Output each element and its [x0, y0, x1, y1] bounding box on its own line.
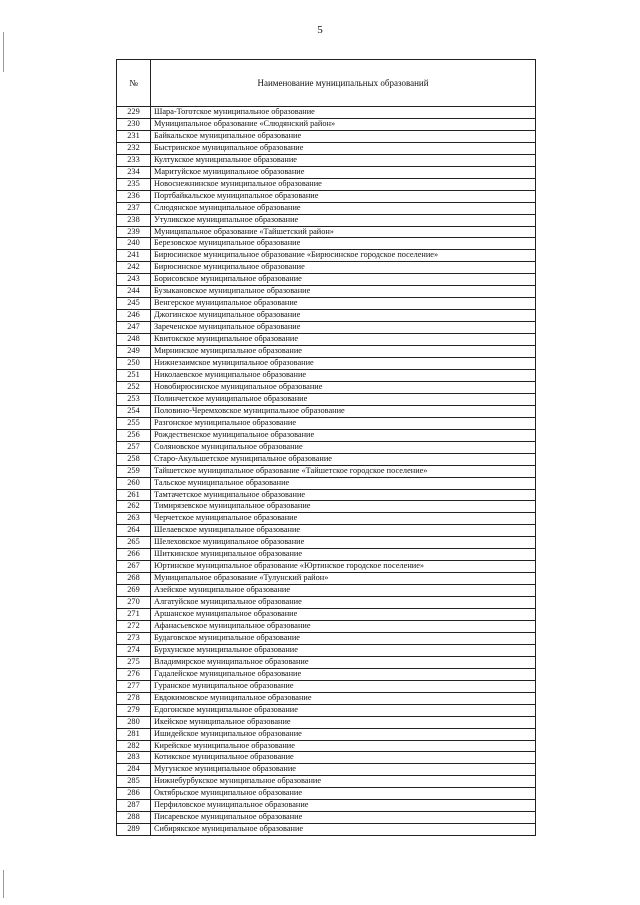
table-row: [117, 465, 536, 477]
row-number: 231: [117, 130, 151, 142]
table-header-row: [117, 60, 536, 107]
municipality-name: Мугунское муниципальное образование: [151, 764, 536, 776]
table-row: [117, 704, 536, 716]
table-row: [117, 764, 536, 776]
municipality-name: Половино-Черемховское муниципальное образование: [151, 405, 536, 417]
table-row: [117, 369, 536, 381]
table-row: [117, 262, 536, 274]
row-number: 276: [117, 668, 151, 680]
table-body: [117, 107, 536, 836]
table-row: [117, 800, 536, 812]
municipality-name: Нижнезаимское муниципальное образование: [151, 358, 536, 370]
row-number: 232: [117, 142, 151, 154]
table-row: [117, 728, 536, 740]
municipality-name: Борисовское муниципальное образование: [151, 274, 536, 286]
row-number: 263: [117, 513, 151, 525]
table-row: [117, 680, 536, 692]
table-row: [117, 346, 536, 358]
table-row: [117, 310, 536, 322]
header-name: Наименование муниципальных образований: [151, 60, 536, 107]
row-number: 255: [117, 417, 151, 429]
table-row: [117, 644, 536, 656]
row-number: 270: [117, 597, 151, 609]
row-number: 267: [117, 561, 151, 573]
municipality-name: Владимирское муниципальное образование: [151, 656, 536, 668]
municipality-name: Будаговское муниципальное образование: [151, 632, 536, 644]
municipality-name: Писаревское муниципальное образование: [151, 812, 536, 824]
municipality-name: Старо-Акульшетское муниципальное образование: [151, 453, 536, 465]
table-row: [117, 298, 536, 310]
table-row: [117, 609, 536, 621]
table-row: [117, 692, 536, 704]
municipality-name: Бирюсинское муниципальное образование «Бирюсинское городское поселение»: [151, 250, 536, 262]
scan-edge-mark: [3, 32, 4, 72]
header-number: №: [117, 60, 151, 107]
municipality-name: Соляновское муниципальное образование: [151, 441, 536, 453]
row-number: 237: [117, 202, 151, 214]
row-number: 268: [117, 573, 151, 585]
row-number: 243: [117, 274, 151, 286]
row-number: 236: [117, 190, 151, 202]
municipality-name: Квитокское муниципальное образование: [151, 334, 536, 346]
municipality-name: Афанасьевское муниципальное образование: [151, 620, 536, 632]
row-number: 244: [117, 286, 151, 298]
row-number: 235: [117, 178, 151, 190]
row-number: 238: [117, 214, 151, 226]
municipality-name: Березовское муниципальное образование: [151, 238, 536, 250]
table-row: [117, 250, 536, 262]
municipality-name: Юртинское муниципальное образование «Юртинское городское поселение»: [151, 561, 536, 573]
municipality-name: Черчетское муниципальное образование: [151, 513, 536, 525]
municipality-name: Слюдянское муниципальное образование: [151, 202, 536, 214]
table-row: [117, 190, 536, 202]
municipality-name: Нижнебурбукское муниципальное образование: [151, 776, 536, 788]
row-number: 242: [117, 262, 151, 274]
row-number: 286: [117, 788, 151, 800]
table-row: [117, 274, 536, 286]
municipality-name: Венгерское муниципальное образование: [151, 298, 536, 310]
row-number: 257: [117, 441, 151, 453]
municipality-name: Муниципальное образование «Слюдянский район»: [151, 118, 536, 130]
municipality-name: Едогонское муниципальное образование: [151, 704, 536, 716]
table-row: [117, 178, 536, 190]
municipality-name: Мирнинское муниципальное образование: [151, 346, 536, 358]
table-row: [117, 238, 536, 250]
page-number: 5: [317, 24, 323, 36]
table-row: [117, 513, 536, 525]
municipality-name: Кирейское муниципальное образование: [151, 740, 536, 752]
row-number: 234: [117, 166, 151, 178]
row-number: 274: [117, 644, 151, 656]
table-row: [117, 358, 536, 370]
municipality-name: Николаевское муниципальное образование: [151, 369, 536, 381]
row-number: 271: [117, 609, 151, 621]
table-row: [117, 154, 536, 166]
row-number: 248: [117, 334, 151, 346]
municipality-name: Рождественское муниципальное образование: [151, 429, 536, 441]
table-row: [117, 226, 536, 238]
table-row: [117, 716, 536, 728]
row-number: 258: [117, 453, 151, 465]
row-number: 246: [117, 310, 151, 322]
row-number: 250: [117, 358, 151, 370]
table-row: [117, 824, 536, 836]
scan-edge-mark: [3, 870, 4, 898]
table-row: [117, 118, 536, 130]
row-number: 289: [117, 824, 151, 836]
municipality-name: Шара-Тоготское муниципальное образование: [151, 107, 536, 119]
table-row: [117, 107, 536, 119]
municipality-name: Утуликское муниципальное образование: [151, 214, 536, 226]
table-row: [117, 561, 536, 573]
municipality-name: Муниципальное образование «Тулунский район»: [151, 573, 536, 585]
row-number: 247: [117, 322, 151, 334]
row-number: 249: [117, 346, 151, 358]
row-number: 279: [117, 704, 151, 716]
row-number: 283: [117, 752, 151, 764]
municipality-name: Шелаевское муниципальное образование: [151, 525, 536, 537]
municipality-name: Новоснежнинское муниципальное образование: [151, 178, 536, 190]
municipality-name: Тальское муниципальное образование: [151, 477, 536, 489]
municipality-name: Култукское муниципальное образование: [151, 154, 536, 166]
municipality-name: Муниципальное образование «Тайшетский район»: [151, 226, 536, 238]
municipality-name: Шелеховское муниципальное образование: [151, 537, 536, 549]
table-row: [117, 202, 536, 214]
row-number: 269: [117, 585, 151, 597]
table-row: [117, 334, 536, 346]
table-row: [117, 620, 536, 632]
row-number: 230: [117, 118, 151, 130]
row-number: 277: [117, 680, 151, 692]
table-row: [117, 489, 536, 501]
municipality-name: Бузыкановское муниципальное образование: [151, 286, 536, 298]
row-number: 260: [117, 477, 151, 489]
row-number: 240: [117, 238, 151, 250]
row-number: 282: [117, 740, 151, 752]
municipality-name: Зареченское муниципальное образование: [151, 322, 536, 334]
table-row: [117, 429, 536, 441]
table-row: [117, 549, 536, 561]
row-number: 278: [117, 692, 151, 704]
municipality-name: Азейское муниципальное образование: [151, 585, 536, 597]
row-number: 280: [117, 716, 151, 728]
row-number: 281: [117, 728, 151, 740]
municipalities-table: [116, 59, 536, 836]
table-row: [117, 501, 536, 513]
table-row: [117, 477, 536, 489]
table-row: [117, 752, 536, 764]
row-number: 261: [117, 489, 151, 501]
municipality-name: Новобирюсинское муниципальное образование: [151, 381, 536, 393]
row-number: 241: [117, 250, 151, 262]
table-row: [117, 573, 536, 585]
row-number: 266: [117, 549, 151, 561]
municipality-name: Евдокимовское муниципальное образование: [151, 692, 536, 704]
municipality-name: Бурхунское муниципальное образование: [151, 644, 536, 656]
table-row: [117, 740, 536, 752]
municipality-name: Тамтачетское муниципальное образование: [151, 489, 536, 501]
municipality-name: Сибирякское муниципальное образование: [151, 824, 536, 836]
municipality-name: Бирюсинское муниципальное образование: [151, 262, 536, 274]
table-row: [117, 453, 536, 465]
table-row: [117, 776, 536, 788]
table-row: [117, 393, 536, 405]
municipality-name: Шиткинское муниципальное образование: [151, 549, 536, 561]
municipality-name: Портбайкальское муниципальное образование: [151, 190, 536, 202]
table-row: [117, 668, 536, 680]
municipality-name: Перфиловское муниципальное образование: [151, 800, 536, 812]
row-number: 265: [117, 537, 151, 549]
municipality-name: Полинчетское муниципальное образование: [151, 393, 536, 405]
row-number: 252: [117, 381, 151, 393]
row-number: 284: [117, 764, 151, 776]
row-number: 285: [117, 776, 151, 788]
row-number: 262: [117, 501, 151, 513]
row-number: 264: [117, 525, 151, 537]
table-row: [117, 286, 536, 298]
row-number: 287: [117, 800, 151, 812]
table-row: [117, 166, 536, 178]
municipality-name: Аршанское муниципальное образование: [151, 609, 536, 621]
table-row: [117, 537, 536, 549]
municipality-name: Джогинское муниципальное образование: [151, 310, 536, 322]
table-row: [117, 130, 536, 142]
municipality-name: Ишидейское муниципальное образование: [151, 728, 536, 740]
row-number: 245: [117, 298, 151, 310]
row-number: 256: [117, 429, 151, 441]
table-row: [117, 417, 536, 429]
table-row: [117, 585, 536, 597]
municipality-name: Разгонское муниципальное образование: [151, 417, 536, 429]
municipality-name: Маритуйское муниципальное образование: [151, 166, 536, 178]
row-number: 229: [117, 107, 151, 119]
table-row: [117, 788, 536, 800]
municipality-name: Байкальское муниципальное образование: [151, 130, 536, 142]
table-row: [117, 632, 536, 644]
municipality-name: Тайшетское муниципальное образование «Тайшетское городское поселение»: [151, 465, 536, 477]
table-row: [117, 441, 536, 453]
municipality-name: Тимирязевское муниципальное образование: [151, 501, 536, 513]
row-number: 259: [117, 465, 151, 477]
row-number: 233: [117, 154, 151, 166]
municipality-name: Быстринское муниципальное образование: [151, 142, 536, 154]
table-row: [117, 381, 536, 393]
row-number: 253: [117, 393, 151, 405]
table-row: [117, 214, 536, 226]
municipality-name: Алгатуйское муниципальное образование: [151, 597, 536, 609]
row-number: 273: [117, 632, 151, 644]
table-row: [117, 812, 536, 824]
row-number: 251: [117, 369, 151, 381]
municipality-name: Икейское муниципальное образование: [151, 716, 536, 728]
table-row: [117, 405, 536, 417]
row-number: 288: [117, 812, 151, 824]
table-row: [117, 142, 536, 154]
municipality-name: Котикское муниципальное образование: [151, 752, 536, 764]
table-row: [117, 525, 536, 537]
table-row: [117, 322, 536, 334]
row-number: 275: [117, 656, 151, 668]
row-number: 254: [117, 405, 151, 417]
table-row: [117, 597, 536, 609]
municipality-name: Гадалейское муниципальное образование: [151, 668, 536, 680]
row-number: 239: [117, 226, 151, 238]
row-number: 272: [117, 620, 151, 632]
municipality-name: Октябрьское муниципальное образование: [151, 788, 536, 800]
table-row: [117, 656, 536, 668]
municipality-name: Гуранское муниципальное образование: [151, 680, 536, 692]
